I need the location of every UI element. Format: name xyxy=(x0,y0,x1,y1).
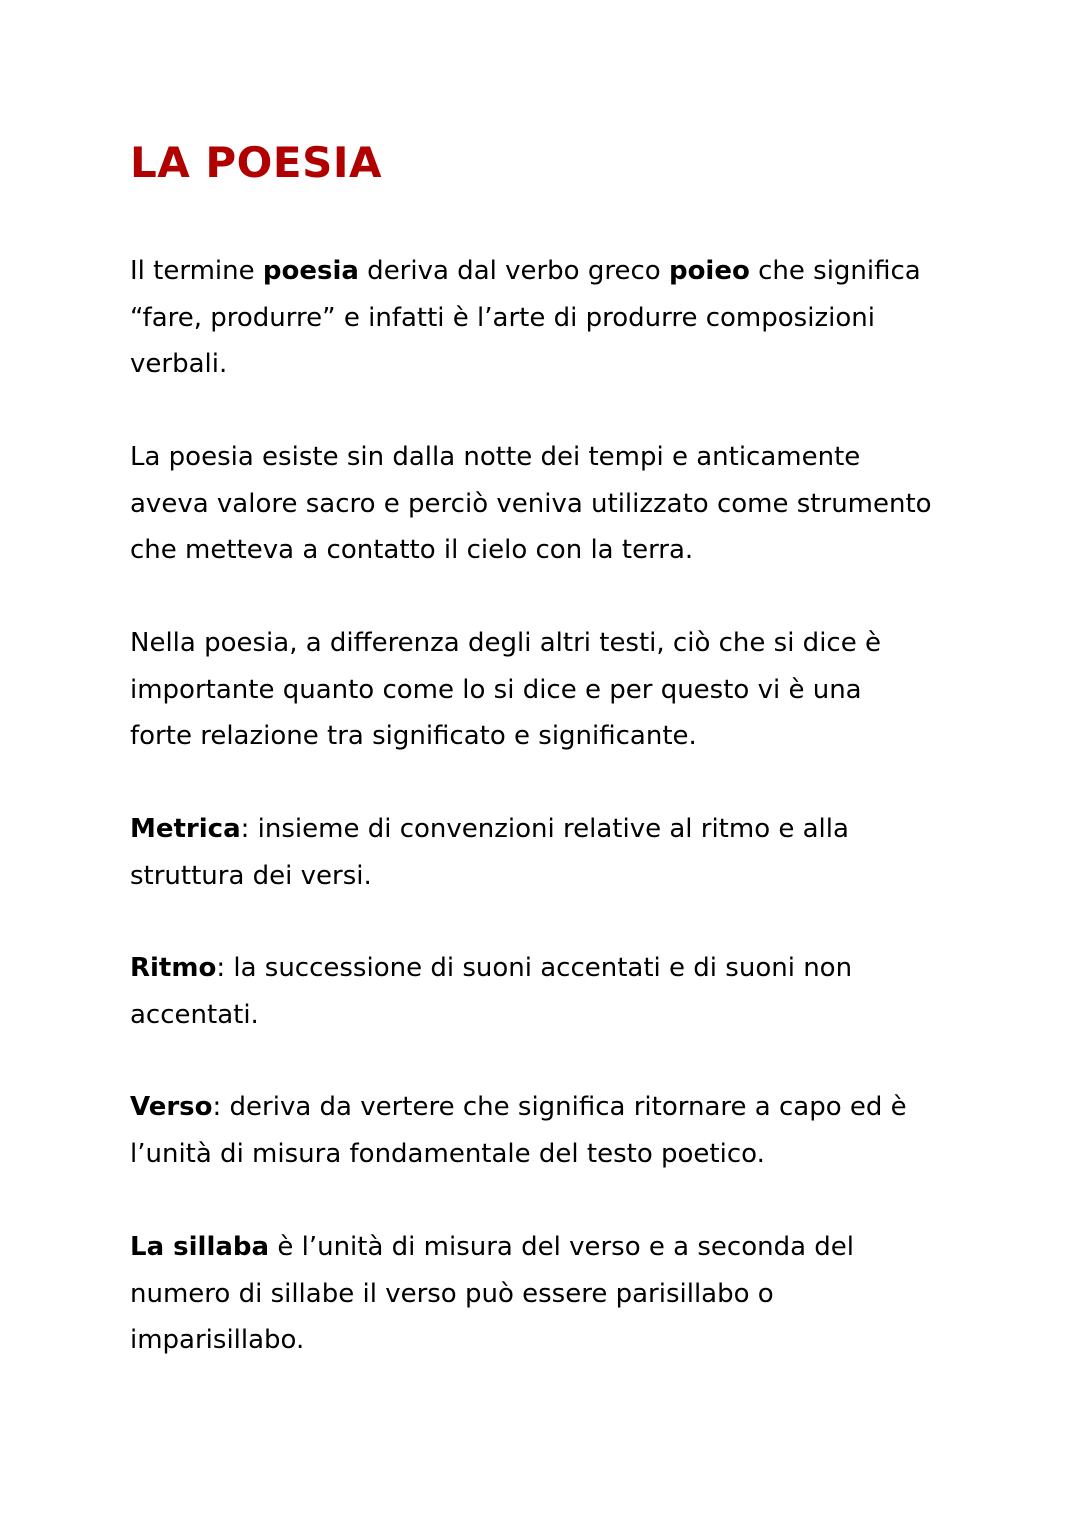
paragraph-etymology xyxy=(130,248,970,388)
definition-metrica xyxy=(130,806,970,899)
bold-term-verso: Verso xyxy=(130,1092,213,1122)
text-line: : deriva da vertere che significa ritornare a capo ed è xyxy=(212,1092,907,1122)
page-title: LA POESIA xyxy=(130,138,382,187)
bold-term-poieo: poieo xyxy=(668,256,750,286)
text: deriva dal verbo greco xyxy=(358,256,669,286)
text: verbali. xyxy=(130,349,228,379)
text-line: : la successione di suoni accentati e di suoni non xyxy=(216,953,853,983)
text-line: imparisillabo. xyxy=(130,1325,305,1355)
bold-term-metrica: Metrica xyxy=(130,814,241,844)
definition-verso xyxy=(130,1084,970,1177)
paragraph-meaning xyxy=(130,620,970,760)
text-line: numero di sillabe il verso può essere parisillabo o xyxy=(130,1278,774,1309)
paragraph-history xyxy=(130,434,970,574)
text-line: La poesia esiste sin dalla notte dei tempi e anticamente xyxy=(130,442,861,472)
text-line: l’unità di misura fondamentale del testo poetico. xyxy=(130,1138,765,1169)
definition-sillaba xyxy=(130,1224,970,1364)
bold-term-poesia: poesia xyxy=(262,256,359,286)
text-line: che metteva a contatto il cielo con la terra. xyxy=(130,535,694,565)
text-line: è l’unità di misura del verso e a seconda del xyxy=(269,1232,855,1262)
text: Il termine xyxy=(130,256,263,286)
text-line: struttura dei versi. xyxy=(130,860,372,891)
text: che significa xyxy=(749,256,921,286)
text-line: : insieme di convenzioni relative al ritmo e alla xyxy=(240,814,849,844)
definition-ritmo xyxy=(130,945,970,1038)
text: “fare, produrre” e infatti è l’arte di produrre composizioni xyxy=(130,302,875,333)
text-line: Nella poesia, a differenza degli altri testi, ciò che si dice è xyxy=(130,628,881,658)
text-line: forte relazione tra significato e significante. xyxy=(130,721,697,751)
bold-term-sillaba: La sillaba xyxy=(130,1232,270,1262)
text-line: aveva valore sacro e perciò veniva utilizzato come strumento xyxy=(130,488,932,519)
bold-term-ritmo: Ritmo xyxy=(130,953,217,983)
text-line: accentati. xyxy=(130,999,259,1030)
text-line: importante quanto come lo si dice e per questo vi è una xyxy=(130,674,862,705)
